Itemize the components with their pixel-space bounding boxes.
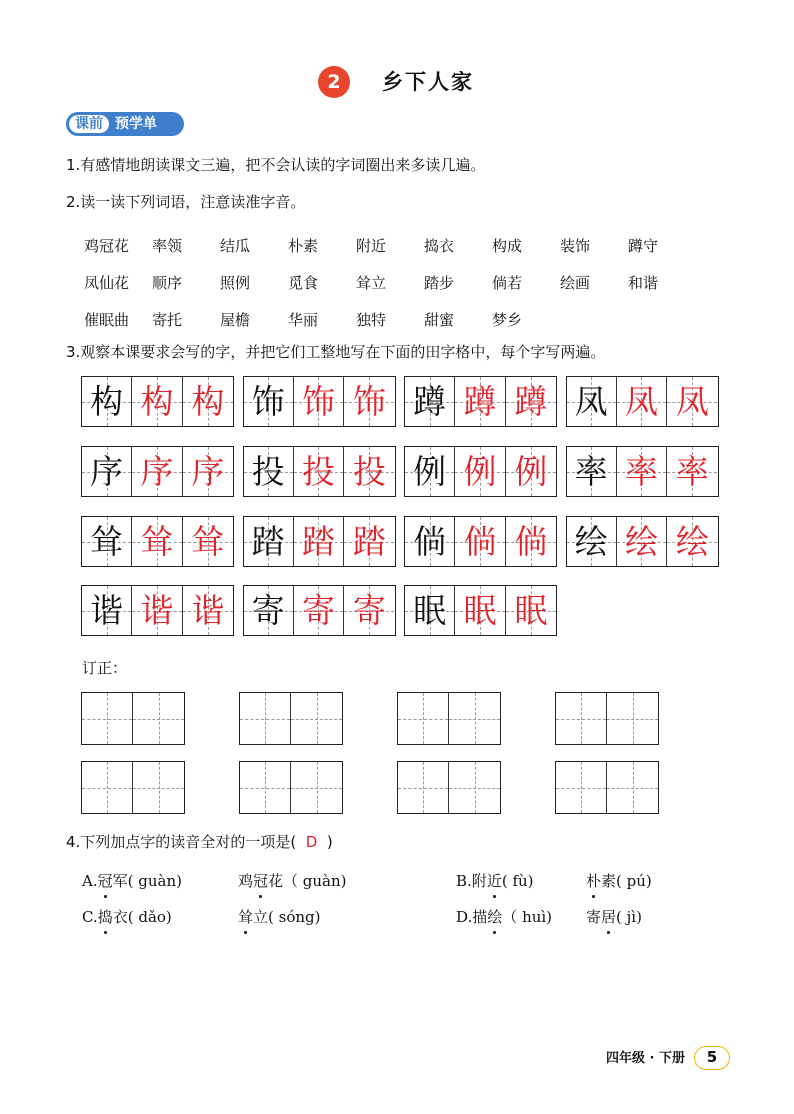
model-character-cell	[82, 517, 132, 566]
practice-character: 凤	[624, 382, 658, 421]
model-character: 倘	[413, 522, 447, 561]
correction-cell[interactable]	[240, 693, 291, 744]
tianzige-box	[81, 516, 234, 567]
practice-character-cell	[132, 586, 182, 635]
practice-character-cell	[617, 447, 667, 496]
grade-label: 四年级 · 下册	[606, 1051, 685, 1066]
model-character-cell	[244, 377, 294, 426]
practice-character: 投	[301, 452, 335, 491]
model-character-cell	[244, 447, 294, 496]
practice-character-cell	[344, 586, 394, 635]
vocab-word: 独特	[356, 311, 387, 329]
vocab-word: 倘若	[492, 274, 523, 292]
correction-cell[interactable]	[82, 762, 133, 813]
practice-character-cell	[344, 447, 394, 496]
tianzige-box	[404, 446, 557, 497]
correction-box[interactable]	[81, 761, 185, 814]
vocab-word: 华丽	[288, 311, 319, 329]
practice-character-cell	[506, 517, 556, 566]
tianzige-box	[404, 585, 557, 636]
option-d: D.描绘（ huì)	[456, 905, 552, 929]
correction-cell[interactable]	[607, 693, 658, 744]
practice-character-cell	[132, 377, 182, 426]
vocab-word: 踏步	[424, 274, 455, 292]
correction-row	[81, 692, 713, 745]
option-a-word-2: 鸡冠花（ guàn)	[238, 869, 347, 893]
correction-cell[interactable]	[291, 762, 342, 813]
model-character-cell	[405, 586, 455, 635]
practice-character-cell	[455, 586, 505, 635]
model-character-cell	[405, 447, 455, 496]
badge-left-label: 课前	[69, 115, 109, 133]
practice-character-cell	[455, 517, 505, 566]
question-4-answer: D	[305, 833, 318, 851]
practice-character-cell	[183, 447, 233, 496]
writing-row	[81, 376, 727, 427]
practice-character-cell	[506, 447, 556, 496]
practice-character-cell	[667, 447, 717, 496]
correction-box[interactable]	[239, 761, 343, 814]
practice-character: 饰	[301, 382, 335, 421]
word-row	[84, 227, 724, 264]
option-b-word-2: 朴素( pú)	[586, 869, 652, 893]
options-row-2	[82, 905, 722, 941]
options-row-1	[82, 869, 722, 905]
practice-character: 投	[352, 452, 386, 491]
practice-character-cell	[667, 517, 717, 566]
correction-cell[interactable]	[398, 693, 449, 744]
practice-character: 踏	[352, 522, 386, 561]
practice-character: 谐	[191, 591, 225, 630]
model-character-cell	[244, 586, 294, 635]
practice-character: 率	[624, 452, 658, 491]
model-character: 例	[413, 452, 447, 491]
vocab-word: 鸡冠花	[84, 237, 130, 255]
model-character-cell	[567, 377, 617, 426]
question-3: 3.观察本课要求会写的字，并把它们工整地写在下面的田字格中，每个字写两遍。	[66, 343, 606, 361]
model-character: 耸	[90, 522, 124, 561]
option-c: C.捣衣( dǎo)	[82, 905, 172, 929]
tianzige-box	[243, 516, 396, 567]
model-character: 构	[90, 382, 124, 421]
practice-character: 绘	[675, 522, 709, 561]
answer-options	[82, 869, 722, 941]
practice-character: 例	[463, 452, 497, 491]
vocab-word: 附近	[356, 237, 387, 255]
model-character: 寄	[251, 591, 285, 630]
correction-cell[interactable]	[449, 762, 500, 813]
vocab-word: 寄托	[152, 311, 183, 329]
vocab-word: 顺序	[152, 274, 183, 292]
model-character: 序	[90, 452, 124, 491]
vocab-word: 梦乡	[492, 311, 523, 329]
vocab-word: 捣衣	[424, 237, 455, 255]
practice-character: 谐	[140, 591, 174, 630]
vocab-word: 照例	[220, 274, 251, 292]
practice-character-cell	[294, 377, 344, 426]
vocab-word: 催眠曲	[84, 311, 130, 329]
tianzige-box	[243, 376, 396, 427]
practice-character-cell	[294, 586, 344, 635]
model-character-cell	[405, 377, 455, 426]
tianzige-box	[81, 376, 234, 427]
practice-character-cell	[667, 377, 717, 426]
practice-character: 眠	[463, 591, 497, 630]
practice-character-cell	[294, 447, 344, 496]
practice-character: 序	[140, 452, 174, 491]
option-d-word-2: 寄居( jì)	[586, 905, 642, 929]
correction-cell[interactable]	[607, 762, 658, 813]
practice-character: 蹲	[514, 382, 548, 421]
question-1: 1.有感情地朗读课文三遍，把不会认读的字词圈出来多读几遍。	[66, 156, 486, 174]
practice-character: 例	[514, 452, 548, 491]
tianzige-box	[81, 446, 234, 497]
tianzige-box	[566, 516, 719, 567]
practice-character-cell	[506, 586, 556, 635]
practice-character-cell	[183, 517, 233, 566]
question-2: 2.读一读下列词语，注意读准字音。	[66, 193, 306, 211]
question-4	[66, 832, 333, 852]
correction-label: 订正：	[82, 659, 128, 677]
practice-character: 序	[191, 452, 225, 491]
word-row	[84, 301, 724, 338]
section-badge	[66, 112, 184, 136]
practice-character: 构	[140, 382, 174, 421]
practice-character-cell	[455, 447, 505, 496]
correction-cell[interactable]	[133, 762, 184, 813]
practice-character-cell	[344, 377, 394, 426]
practice-character-cell	[183, 586, 233, 635]
model-character: 率	[574, 452, 608, 491]
model-character-cell	[567, 517, 617, 566]
model-character-cell	[82, 377, 132, 426]
vocab-word: 觅食	[288, 274, 319, 292]
vocab-word: 蹲守	[628, 237, 659, 255]
practice-character-cell	[344, 517, 394, 566]
page-number: 5	[694, 1046, 730, 1070]
tianzige-box	[566, 376, 719, 427]
correction-box[interactable]	[397, 692, 501, 745]
model-character-cell	[244, 517, 294, 566]
correction-row	[81, 761, 713, 814]
question-4-suffix: )	[326, 833, 333, 851]
model-character: 饰	[251, 382, 285, 421]
model-character: 凤	[574, 382, 608, 421]
badge-right-label: 预学单	[115, 116, 157, 132]
correction-box[interactable]	[555, 692, 659, 745]
correction-cell[interactable]	[449, 693, 500, 744]
practice-character: 凤	[675, 382, 709, 421]
practice-character: 率	[675, 452, 709, 491]
tianzige-box	[243, 585, 396, 636]
model-character-cell	[405, 517, 455, 566]
practice-character-cell	[183, 377, 233, 426]
model-character: 踏	[251, 522, 285, 561]
practice-character: 倘	[514, 522, 548, 561]
vocab-word: 绘画	[560, 274, 591, 292]
model-character: 眠	[413, 591, 447, 630]
practice-character-cell	[132, 517, 182, 566]
practice-character: 蹲	[463, 382, 497, 421]
word-list	[84, 227, 724, 338]
practice-character: 耸	[191, 522, 225, 561]
model-character: 蹲	[413, 382, 447, 421]
practice-character: 眠	[514, 591, 548, 630]
model-character: 投	[251, 452, 285, 491]
lesson-title: 乡下人家	[382, 70, 474, 94]
correction-cell[interactable]	[556, 762, 607, 813]
vocab-word: 甜蜜	[424, 311, 455, 329]
practice-character: 耸	[140, 522, 174, 561]
model-character: 绘	[574, 522, 608, 561]
practice-character-cell	[617, 377, 667, 426]
practice-character: 倘	[463, 522, 497, 561]
option-a: A.冠军( guàn)	[82, 869, 182, 893]
word-row	[84, 264, 724, 301]
practice-character-cell	[132, 447, 182, 496]
practice-character: 踏	[301, 522, 335, 561]
correction-box[interactable]	[239, 692, 343, 745]
vocab-word: 结瓜	[220, 237, 251, 255]
option-c-word-2: 耸立( sóng)	[238, 905, 320, 929]
correction-cell[interactable]	[291, 693, 342, 744]
option-b: B.附近( fù)	[456, 869, 534, 893]
practice-character-cell	[617, 517, 667, 566]
practice-character: 绘	[624, 522, 658, 561]
correction-cell[interactable]	[82, 693, 133, 744]
model-character-cell	[82, 586, 132, 635]
question-4-text: 4.下列加点字的读音全对的一项是(	[66, 833, 297, 851]
vocab-word: 构成	[492, 237, 523, 255]
correction-box[interactable]	[555, 761, 659, 814]
tianzige-box	[81, 585, 234, 636]
vocab-word: 和谐	[628, 274, 659, 292]
practice-character: 寄	[352, 591, 386, 630]
tianzige-box	[243, 446, 396, 497]
practice-character-cell	[455, 377, 505, 426]
practice-character: 寄	[301, 591, 335, 630]
tianzige-box	[404, 516, 557, 567]
correction-cell[interactable]	[133, 693, 184, 744]
model-character-cell	[567, 447, 617, 496]
practice-character: 饰	[352, 382, 386, 421]
writing-row	[81, 585, 566, 636]
lesson-number: 2	[318, 66, 350, 98]
model-character: 谐	[90, 591, 124, 630]
vocab-word: 耸立	[356, 274, 387, 292]
practice-character: 构	[191, 382, 225, 421]
correction-box[interactable]	[81, 692, 185, 745]
tianzige-box	[566, 446, 719, 497]
writing-row	[81, 446, 727, 497]
vocab-word: 装饰	[560, 237, 591, 255]
vocab-word: 屋檐	[220, 311, 251, 329]
correction-box[interactable]	[397, 761, 501, 814]
practice-character-cell	[506, 377, 556, 426]
vocab-word: 凤仙花	[84, 274, 130, 292]
correction-cell[interactable]	[240, 762, 291, 813]
practice-character-cell	[294, 517, 344, 566]
vocab-word: 朴素	[288, 237, 319, 255]
writing-row	[81, 516, 727, 567]
tianzige-box	[404, 376, 557, 427]
model-character-cell	[82, 447, 132, 496]
correction-cell[interactable]	[398, 762, 449, 813]
vocab-word: 率领	[152, 237, 183, 255]
correction-cell[interactable]	[556, 693, 607, 744]
